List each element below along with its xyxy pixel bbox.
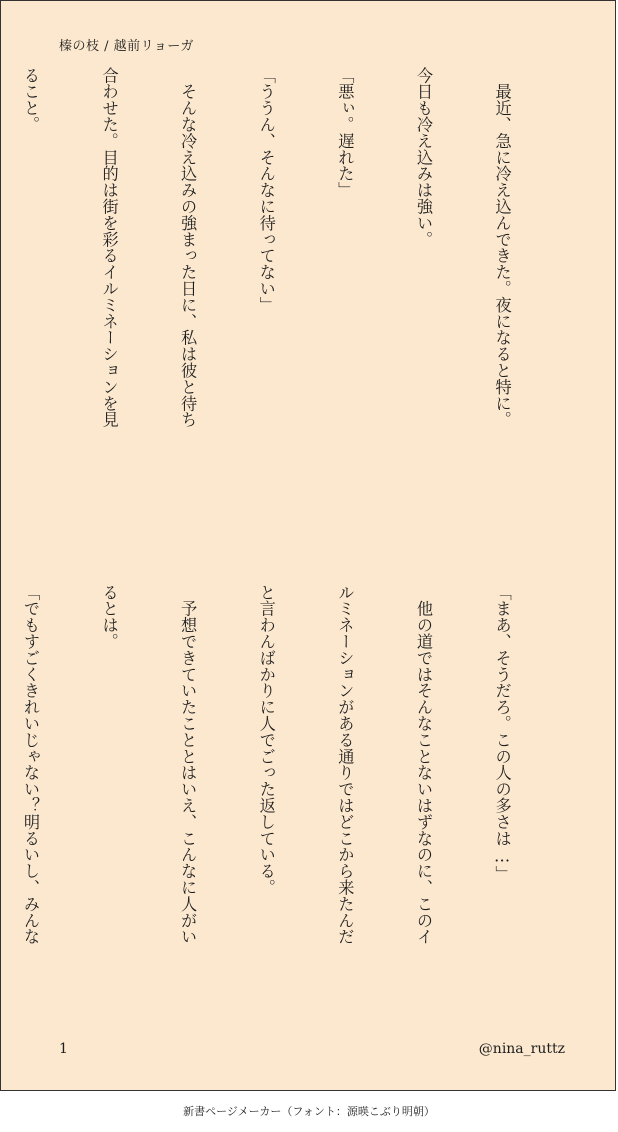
text-line: ルミネーションがある通りではどこから来たんだ xyxy=(335,584,355,945)
text-line: ること。 xyxy=(20,67,40,133)
author-handle: @nina_ruttz xyxy=(478,1041,565,1057)
text-line: 合わせた。目的は街を彩るイルミネーションを見 xyxy=(99,67,119,428)
text-line: 「悪ぃ。遅れた」 xyxy=(335,67,355,199)
page-header-title: 榛の枝 / 越前リョーガ xyxy=(59,39,194,54)
page-number: 1 xyxy=(59,1041,68,1057)
text-line: 「でもすごくきれいじゃない？明るいし、みんな xyxy=(20,584,40,945)
text-line: るとは。 xyxy=(99,584,119,650)
text-line: 今日も冷え込みは強い。 xyxy=(413,67,433,248)
text-line: 予想できていたこととはいえ、こんなに人がい xyxy=(178,584,198,945)
upper-text-block xyxy=(0,67,567,557)
text-line: 他の道ではそんなことないはずなのに、このイ xyxy=(413,584,433,945)
generator-credit: 新書ページメーカー（フォント：源暎こぶり明朝） xyxy=(183,1105,435,1118)
text-line: 「まあ、そうだろ。この人の多さは…」 xyxy=(492,584,512,882)
text-line: と言わんばかりに人でごった返している。 xyxy=(256,584,276,896)
lower-text-block xyxy=(0,584,567,1039)
text-line: そんな冷え込みの強まった日に、私は彼と待ち xyxy=(178,67,198,428)
text-line: 最近、急に冷え込んできた。夜になると特に。 xyxy=(492,67,512,428)
text-line: 「ううん、そんなに待ってない」 xyxy=(256,67,276,313)
